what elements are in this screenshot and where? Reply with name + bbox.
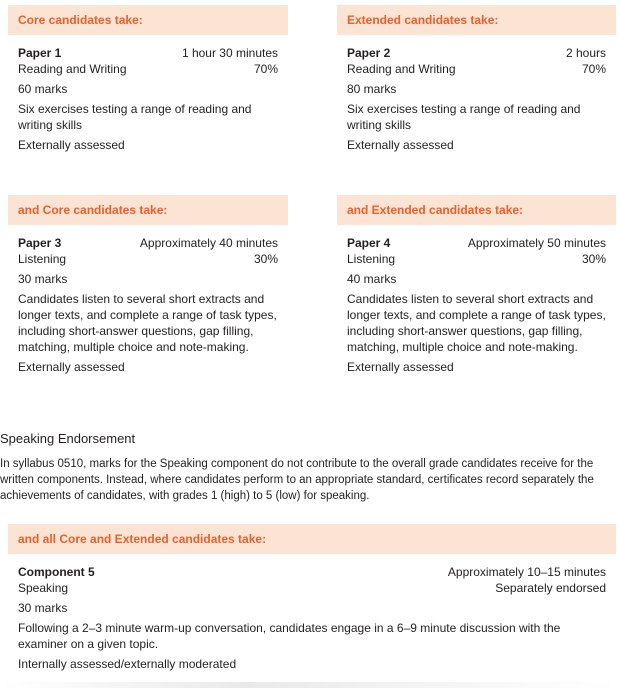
paper3-title: Paper 3 [18, 236, 62, 250]
paper2-title: Paper 2 [347, 46, 391, 60]
paper3-weight: 30% [253, 252, 278, 266]
all-candidates-header: and all Core and Extended candidates take: [8, 524, 616, 554]
paper1-marks: 60 marks [18, 82, 68, 96]
component5-marks: 30 marks [18, 601, 68, 615]
paper1-subject: Reading and Writing [18, 62, 127, 76]
paper3-subject: Listening [18, 252, 67, 266]
paper2-assessment: Externally assessed [347, 138, 454, 152]
paper2-description: Six exercises testing a range of reading and writing skills [347, 102, 581, 132]
component5-subject: Speaking [18, 581, 69, 595]
paper3-duration: Approximately 40 minutes [139, 236, 278, 250]
paper1-title: Paper 1 [18, 46, 62, 60]
paper4-duration: Approximately 50 minutes [467, 236, 606, 250]
and-extended-header: and Extended candidates take: [337, 195, 616, 225]
component5-title: Component 5 [18, 565, 95, 579]
paper4-content [337, 225, 616, 375]
paper2-marks: 80 marks [347, 82, 397, 96]
paper1-content [8, 35, 288, 153]
component5-endorsement: Separately endorsed [495, 581, 606, 595]
component5-content [8, 554, 616, 672]
core-header: Core candidates take: [8, 5, 288, 35]
extended-box [337, 5, 616, 153]
all-candidates-box [8, 524, 616, 672]
and-core-box [8, 195, 288, 375]
paper4-description: Candidates listen to several short extracts and longer texts, and complete a range of task types, including short-answer questions, gap filling, matching, multiple choice and note-making. [347, 292, 606, 354]
paper1-description: Six exercises testing a range of reading and writing skills [18, 102, 252, 132]
paper1-weight: 70% [253, 62, 278, 76]
paper3-description: Candidates listen to several short extracts and longer texts, and complete a range of task types, including short-answer questions, gap filling, matching, multiple choice and note-making. [18, 292, 277, 354]
paper4-marks: 40 marks [347, 272, 397, 286]
paper3-content [8, 225, 288, 375]
paper3-marks: 30 marks [18, 272, 68, 286]
speaking-endorsement-title: Speaking Endorsement [0, 431, 136, 446]
speaking-endorsement-text: In syllabus 0510, marks for the Speaking component do not contribute to the overall grade candidates receive for the written components. Instead, where candidates perform to an appropriate standard, certificates record separately the achievements of candidates, with grades 1 (high) to 5 (low) for speaking. [0, 458, 594, 502]
component5-duration: Approximately 10–15 minutes [447, 565, 606, 579]
paper2-duration: 2 hours [565, 46, 606, 60]
bottom-fade-divider [0, 682, 619, 688]
paper3-assessment: Externally assessed [18, 360, 125, 374]
paper2-content [337, 35, 616, 153]
paper1-assessment: Externally assessed [18, 138, 125, 152]
paper4-subject: Listening [347, 252, 396, 266]
extended-header: Extended candidates take: [337, 5, 616, 35]
component5-description: Following a 2–3 minute warm-up conversation, candidates engage in a 6–9 minute discussion with the examiner on a given topic. [18, 621, 561, 651]
paper4-assessment: Externally assessed [347, 360, 454, 374]
component5-assessment: Internally assessed/externally moderated [18, 657, 237, 671]
paper2-subject: Reading and Writing [347, 62, 456, 76]
paper1-duration: 1 hour 30 minutes [181, 46, 278, 60]
and-core-header: and Core candidates take: [8, 195, 288, 225]
paper4-title: Paper 4 [347, 236, 391, 250]
paper4-weight: 30% [581, 252, 606, 266]
paper2-weight: 70% [581, 62, 606, 76]
core-box [8, 5, 288, 153]
and-extended-box [337, 195, 616, 375]
